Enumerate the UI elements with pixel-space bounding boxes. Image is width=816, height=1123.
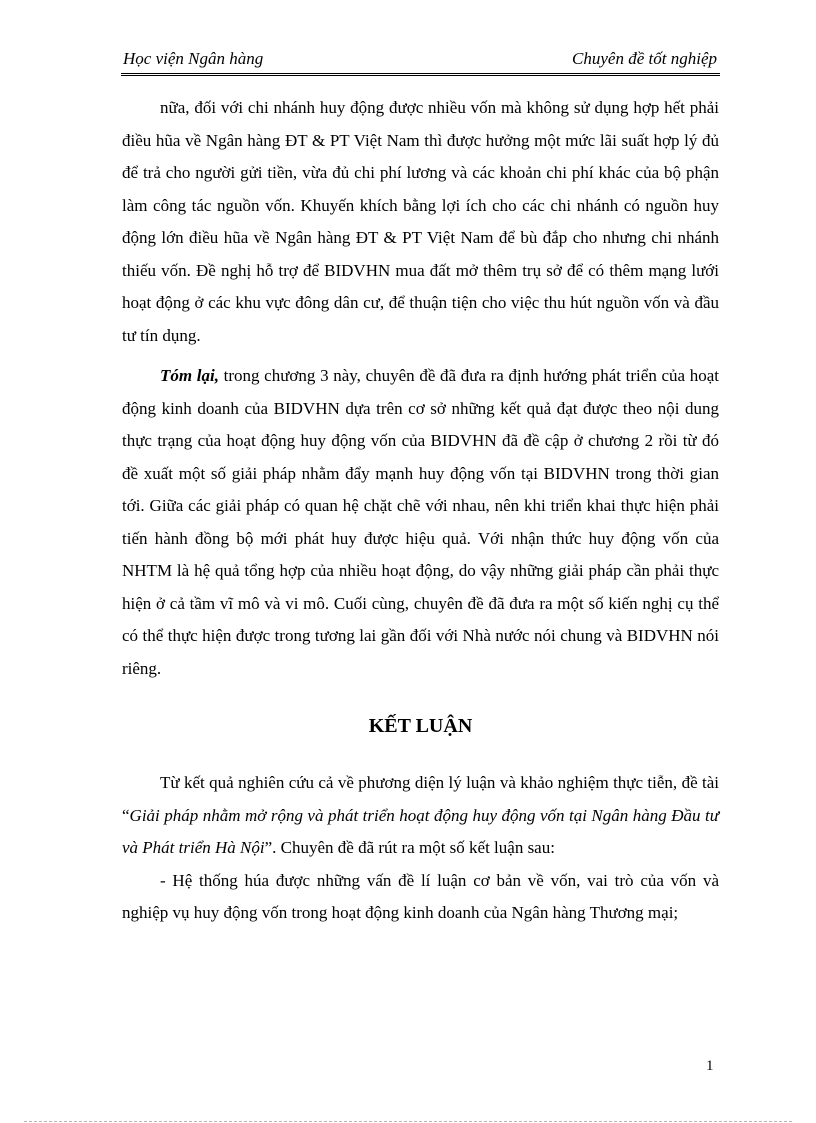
paragraph-continuation-text: nữa, đối với chi nhánh huy động được nhiều vốn mà không sử dụng hợp hết phải điều hũa về Ngân hàng ĐT & PT Việt Nam thì được hưởng một mức lãi suất hợp lý đủ để trả cho người gửi tiền, vừa đủ chi phí lương và các khoản chi phí khác của bộ phận làm công tác nguồn vốn. Khuyến khích bằng lợi ích cho các chi nhánh có nguồn huy động lớn điều hũa về Ngân hàng ĐT & PT Việt Nam để bù đắp cho nhưng chi nhánh thiếu vốn. Đề nghị hỗ trợ để BIDVHN mua đất mở thêm trụ sở để có thêm mạng lưới hoạt động ở các khu vực đông dân cư, để thuận tiện cho việc thu hút nguồn vốn và đầu tư tín dụng.: [122, 98, 719, 345]
paragraph-continuation: [122, 92, 719, 352]
header-left-title: Học viện Ngân hàng: [123, 49, 264, 68]
conclusion-topic-title: Giải pháp nhằm mở rộng và phát triển hoạt động huy động vốn tại Ngân hàng Đầu tư và Phát triển Hà Nội: [122, 805, 719, 857]
summary-lead: Tóm lại,: [160, 366, 219, 385]
page-bottom-divider: [24, 1121, 792, 1122]
header-right-title: Chuyên đề tốt nghiệp: [572, 49, 717, 68]
page-number: 1: [706, 1058, 714, 1074]
conclusion-heading: KẾT LUẬN: [368, 715, 473, 737]
conclusion-bullet: - Hệ thống húa được những vấn đề lí luận cơ bản về vốn, vai trò của vốn và nghiệp vụ huy động vốn trong hoạt động kinh doanh của Ngân hàng Thương mại;: [122, 870, 719, 922]
page-header: [121, 47, 720, 76]
summary-text: trong chương 3 này, chuyên đề đã đưa ra định hướng phát triển của hoạt động kinh doanh của BIDVHN dựa trên cơ sở những kết quả đạt được theo nội dung thực trạng của hoạt động huy động vốn của BIDVHN đã đề cập ở chương 2 rồi từ đó đề xuất một số giải pháp nhằm đẩy mạnh huy động vốn tại BIDVHN trong thời gian tới. Giữa các giải pháp có quan hệ chặt chẽ với nhau, nên khi triển khai thực hiện phải tiến hành đồng bộ mới phát huy được hiệu quả. Với nhận thức huy động vốn của NHTM là hệ quả tổng hợp của nhiều hoạt động, do vậy những giải pháp cần phải thực hiện ở cả tầm vĩ mô và vi mô. Cuối cùng, chuyên đề đã đưa ra một số kiến nghị cụ thể có thể thực hiện được trong tương lai gần đối với Nhà nước nói chung và BIDVHN nói riêng.: [122, 366, 719, 678]
conclusion-intro-pre: Từ kết quả nghiên cứu cả về phương diện lý luận và khảo nghiệm thực tiễn, đề tài “: [122, 773, 719, 825]
paragraph-summary: [122, 360, 719, 685]
document-body: [122, 92, 719, 930]
paragraph-conclusion-intro: [122, 767, 719, 865]
conclusion-intro-post: ”. Chuyên đề đã rút ra một số kết luận sau:: [264, 838, 555, 857]
